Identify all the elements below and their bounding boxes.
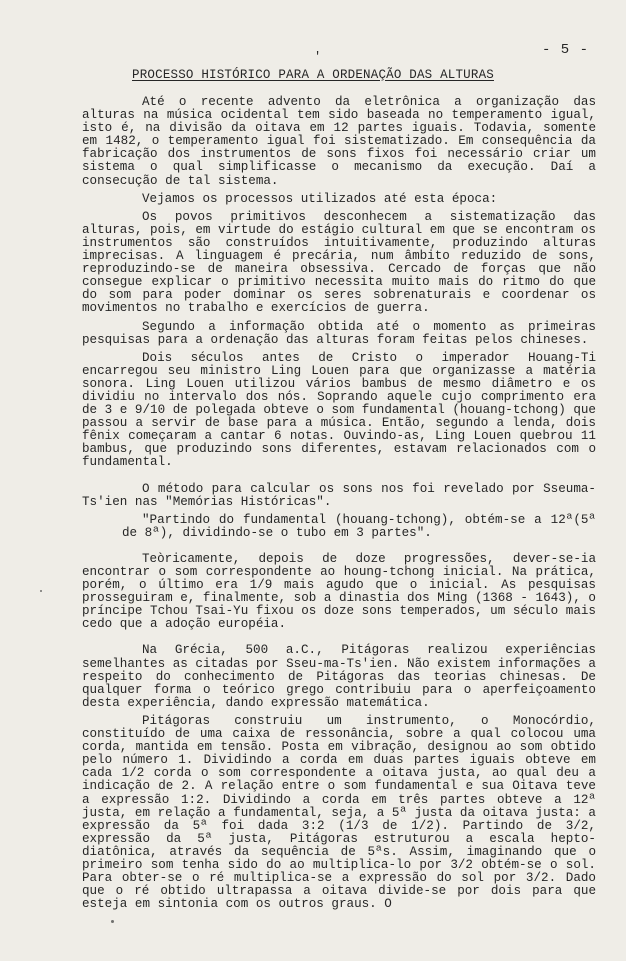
paragraph-chineses: Segundo a informação obtida até o momento as primeiras pesquisas para a ordenação das alturas foram feitas pelos chineses. bbox=[82, 319, 596, 347]
paragraph-intro: Até o recente advento da eletrônica a organização das alturas na música ocidental tem sido baseada no temperamento igual, isto é, na divisão da oitava em 12 partes iguais. Todavia, somente em 1482, o temperamento igual foi sistematizado. Em consequência da fabricação dos instrumentos de sons fixos foi necessário criar um sistema o qual simplificasse o mecanismo da execução. Daí a consecução de tal sistema. bbox=[82, 95, 596, 188]
page-number: - 5 - bbox=[542, 42, 590, 58]
stray-mark: ' bbox=[314, 50, 322, 64]
paragraph-vejamos: Vejamos os processos utilizados até esta época: bbox=[142, 191, 498, 206]
paper-speck bbox=[40, 590, 42, 592]
paragraph-metodo: O método para calcular os sons nos foi revelado por Sseuma-Ts'ien nas "Memórias Históricas". bbox=[82, 481, 596, 509]
paragraph-primitivos: Os povos primitivos desconhecem a sistematização das alturas, pois, em virtude do estágio cultural em que se encontram os instrumentos são construídos intuitivamente, produzindo alturas imprecisas. A linguagem é precária, num âmbito reduzido de sons, reproduzindo-se de maneira obsessiva. Cercado de forças que não consegue explicar o primitivo necessita muito mais do ritmo do que do som para poder dominar os seres sobrenaturais e coordenar os movimentos no trabalho e exercícios de guerra. bbox=[82, 209, 596, 316]
page-title: PROCESSO HISTÓRICO PARA A ORDENAÇÃO DAS ALTURAS bbox=[132, 68, 494, 82]
paragraph-houang-ti: Dois séculos antes de Cristo o imperador Houang-Ti encarregou seu ministro Ling Louen para que organizasse a matéria sonora. Ling Louen utilizou vários bambus de mesmo diâmetro e os dividiu no intervalo dos nós. Soprando aquele cujo comprimento era de 3 e 9/10 de polegada obteve o som fundamental (houang-tchong) que passou a servir de base para a música. Então, segundo a lenda, dois fênix começaram a cantar 6 notas. Ouvindo-as, Ling Louen quebrou 11 bambus, que produzindo sons diferentes, estavam relacionados com o fundamental. bbox=[82, 350, 596, 470]
body-text bbox=[82, 96, 596, 911]
paragraph-pitagoras: Pitágoras construiu um instrumento, o Monocórdio, constituído de uma caixa de ressonância, sobre a qual colocou uma corda, mantida em tensão. Posta em vibração, designou ao som obtido pelo número 1. Dividindo a corda em duas partes iguais obteve em cada 1/2 corda o som correspondente a oitava justa, ao qual deu a indicação de 2. A relação entre o som fundamental e sua Oitava teve a expressão 1:2. Dividindo a corda em três partes obteve a 12ª justa, em relação a fundamental, seja, a 5ª justa da oitava justa: a expressão da 5ª foi dada 3:2 (1/3 de 1/2). Partindo de 3/2, expressão da 5ª justa, Pitágoras estruturou a escala hepto-diatônica, através da sequência de 5ªs. Assim, imaginando que o primeiro som tenha sido do ao multiplica-lo por 3/2 obtém-se o sol. Para obter-se o ré multiplica-se a expressão do sol por 3/2. Dado que o ré obtido ultrapassa a oitava divide-se por dois para que esteja em sintonia com os outros graus. O bbox=[82, 713, 596, 912]
paragraph-quote: "Partindo do fundamental (houang-tchong), obtém-se a 12ª(5ª de 8ª), dividindo-se o tubo em 3 partes". bbox=[122, 512, 596, 540]
paragraph-teoricamente: Teòricamente, depois de doze progressões, dever-se-ia encontrar o som correspondente ao houng-tchong inicial. Na prática, porém, o último era 1/9 mais agudo que o inicial. As pesquisas prosseguiram e, finalmente, sob a dinastia dos Ming (1368 - 1643), o príncipe Tchou Tsai-Yu fixou os doze sons temperados, um século mais cedo que a adoção européia. bbox=[82, 551, 596, 632]
paragraph-grecia: Na Grécia, 500 a.C., Pitágoras realizou experiências semelhantes as citadas por Sseu-ma-Ts'ien. Não existem informações a respeito do conhecimento de Pitágoras das teorias chinesas. De qualquer forma o teórico grego contribuiu para o aperfeiçoamento desta experiência, dando expressão matemática. bbox=[82, 643, 596, 710]
paper-speck bbox=[111, 920, 114, 923]
